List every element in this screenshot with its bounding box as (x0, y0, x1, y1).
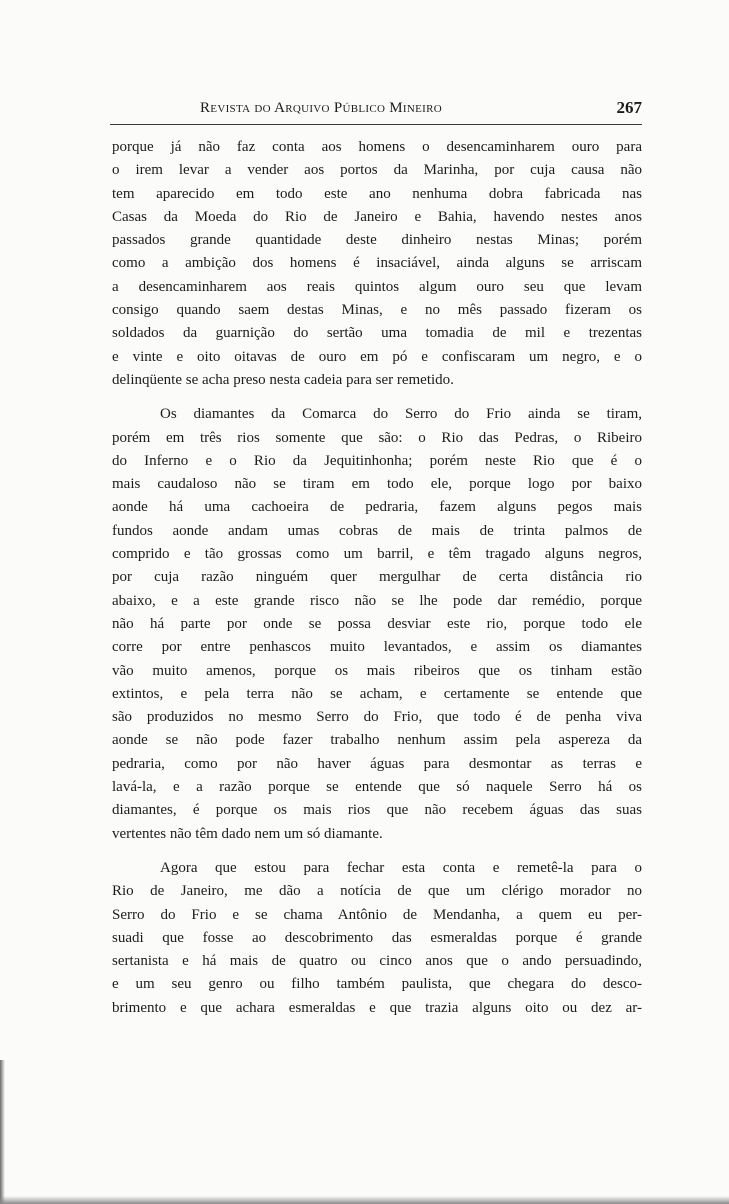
text-line: a desencaminharem aos reais quintos algum ouro seu que levam (112, 278, 642, 295)
text-line: porque já não faz conta aos homens o desencaminharem ouro para (112, 139, 642, 155)
text-line: são produzidos no mesmo Serro do Frio, que todo é de penha viva (112, 709, 642, 726)
paragraph-gap (112, 846, 642, 857)
text-line: delinqüente se acha preso nesta cadeia para ser remetido. (112, 371, 454, 388)
header-rule (110, 124, 642, 125)
text-line: corre por entre penhascos muito levantados, e assim os diamantes (112, 639, 642, 656)
text-line: lavá-la, e a razão porque se entende que só naquele Serro há os (112, 779, 642, 796)
text-line: Os diamantes da Comarca do Serro do Frio ainda se tiram, (160, 406, 642, 423)
text-line: Agora que estou para fechar esta conta e remetê-la para o (160, 859, 642, 876)
text-line: Rio de Janeiro, me dão a notícia de que um clérigo morador no (112, 883, 642, 900)
text-line: vertentes não têm dado nem um só diamante. (112, 825, 383, 842)
page-number: 267 (616, 98, 642, 117)
text-line: mais caudaloso não se tiram em todo ele, porque logo por baixo (112, 476, 642, 493)
text-line: como a ambição dos homens é insaciável, ainda alguns se arriscam (112, 255, 642, 272)
text-line: abaixo, e a este grande risco não se lhe pode dar remédio, porque (112, 592, 642, 609)
text-line: porém em três rios somente que são: o Rio das Pedras, o Ribeiro (112, 429, 642, 446)
text-line: brimento e que achara esmeraldas e que trazia alguns oito ou dez ar- (112, 999, 642, 1016)
paragraph-1 (112, 136, 642, 392)
text-line: pedraria, como por não haver águas para desmontar as terras e (112, 755, 642, 772)
text-line: extintos, e pela terra não se acham, e certamente se entende que (112, 685, 642, 702)
page-bottom-shadow (0, 1196, 729, 1204)
text-line: tem aparecido em todo este ano nenhuma dobra fabricada nas (112, 185, 642, 202)
text-line: e um seu genro ou filho também paulista, que chegara do desco- (112, 976, 642, 993)
running-title: Revista do Arquivo Público Mineiro (200, 100, 442, 116)
text-line: suadi que fosse ao descobrimento das esmeraldas porque é grande (112, 929, 642, 946)
text-line: passados grande quantidade deste dinheiro nestas Minas; porém (112, 232, 642, 249)
paragraph-3 (112, 857, 642, 1020)
paragraph-gap (112, 392, 642, 403)
running-head (112, 98, 642, 122)
text-line: do Inferno e o Rio da Jequitinhonha; porém neste Rio que é o (112, 452, 642, 469)
text-line: soldados da guarnição do sertão uma tomadia de mil e trezentas (112, 325, 642, 342)
text-line: e vinte e oito oitavas de ouro em pó e confiscaram um negro, e o (112, 348, 642, 365)
text-line: comprido e tão grossas como um barril, e têm tragado alguns negros, (112, 546, 642, 563)
text-line: fundos aonde andam umas cobras de mais de trinta palmos de (112, 522, 642, 539)
text-line: por cuja razão ninguém quer mergulhar de certa distância rio (112, 569, 642, 586)
body-text (112, 136, 642, 1020)
text-line: aonde há uma cachoeira de pedraria, fazem alguns pegos mais (112, 499, 642, 516)
text-line: o irem levar a vender aos portos da Marinha, por cuja causa não (112, 162, 642, 179)
text-line: não há parte por onde se possa desviar este rio, porque todo ele (112, 615, 642, 632)
page-edge-shadow (0, 1060, 5, 1204)
text-line: vão muito amenos, porque os mais ribeiros que os tinham estão (112, 662, 642, 679)
text-line: diamantes, é porque os mais rios que não recebem águas das suas (112, 802, 642, 819)
text-line: Serro do Frio e se chama Antônio de Mendanha, a quem eu per- (112, 906, 642, 923)
text-line: Casas da Moeda do Rio de Janeiro e Bahia, havendo nestes anos (112, 208, 642, 225)
paragraph-2 (112, 403, 642, 846)
text-line: sertanista e há mais de quatro ou cinco anos que o ando persuadindo, (112, 953, 642, 970)
text-line: consigo quando saem destas Minas, e no mês passado fizeram os (112, 302, 642, 319)
text-line: aonde se não pode fazer trabalho nenhum assim pela aspereza da (112, 732, 642, 749)
